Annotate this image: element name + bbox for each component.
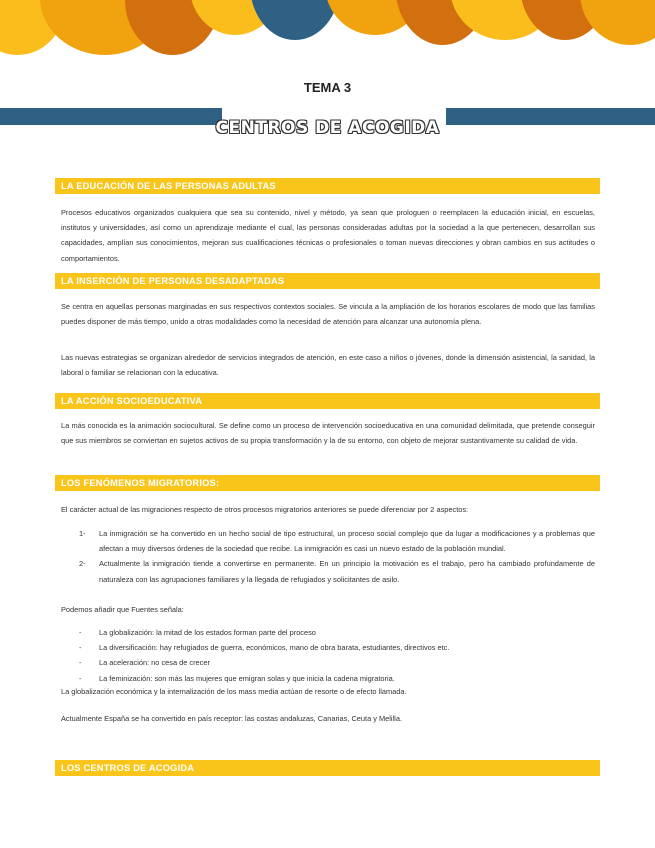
section-heading: LOS FENÓMENOS MIGRATORIOS: (55, 475, 600, 491)
list-item-text: La feminización: son más las mujeres que emigran solas y que inicia la cadena migratoria. (99, 673, 395, 683)
page-title: CENTROS DE ACOGIDA (215, 118, 440, 138)
bullet-list (61, 625, 595, 686)
list-item (61, 655, 595, 670)
section-heading: LA ACCIÓN SOCIOEDUCATIVA (55, 393, 600, 409)
section-heading: LOS CENTROS DE ACOGIDA (55, 760, 600, 776)
paragraph: Las nuevas estrategias se organizan alrededor de servicios integrados de atención, en este caso a niños o jóvenes, donde la dimensión asistencial, la sanidad, la laboral o familiar se relacionan con la educativa. (61, 353, 595, 378)
blob-decoration (580, 0, 655, 45)
list-item (61, 526, 595, 556)
paragraph: La más conocida es la animación sociocultural. Se define como un proceso de intervención socioeducativa en una comunidad delimitada, que pretende conseguir que sus miembros se conviertan en sujetos activos de su propia transformación y la de su entorno, con objeto de mejorar sustantivamente su calidad de vida. (61, 421, 595, 446)
section-heading: LA INSERCIÓN DE PERSONAS DESADAPTADAS (55, 273, 600, 289)
list-item (61, 625, 595, 640)
section-heading: LA EDUCACIÓN DE LAS PERSONAS ADULTAS (55, 178, 600, 194)
topic-number: TEMA 3 (303, 80, 352, 95)
paragraph: Se centra en aquellas personas marginadas en sus respectivos contextos sociales. Se vincula a la ampliación de los horarios escolares de modo que las familias puedes disponer de más tiempo, unido a otras modalidades como la necesidad de atención para alcanzar una autonomía plena. (61, 302, 595, 327)
list-item (61, 640, 595, 655)
blob-decoration (250, 0, 340, 40)
paragraph: Podemos añadir que Fuentes señala: (61, 605, 184, 614)
list-item-text: La globalización: la mitad de los estados forman parte del proceso (99, 628, 316, 637)
list-item-text: La inmigración se ha convertido en un hecho social de tipo estructural, un proceso social complejo que da lugar a modificaciones y a problemas que afectan a muy diversos órdenes de la sociedad que recibe. La inmigración es casi un nuevo estado de la población mundial. (99, 529, 595, 554)
list-item (61, 556, 595, 586)
list-item-text: Actualmente la inmigración tiende a convertirse en permanente. En un principio la motivación es el trabajo, pero ha cambiado profundamente de naturaleza con las agrupaciones familiares y la llegada de refugiados y solicitantes de asilo. (99, 559, 595, 584)
list-marker: 1- (79, 529, 86, 538)
numbered-list (61, 526, 595, 587)
paragraph: Actualmente España se ha convertido en país receptor: las costas andaluzas, Canarias, Ceuta y Melilla. (61, 714, 402, 723)
list-item-text: La diversificación: hay refugiados de guerra, económicos, mano de obra barata, estudiantes, directivos etc. (99, 643, 450, 653)
list-marker: - (79, 643, 82, 653)
list-marker: - (79, 628, 82, 637)
paragraph: La globalización económica y la internalización de los mass media actúan de resorte o de efecto llamada. (61, 687, 407, 696)
list-marker: - (79, 673, 82, 683)
list-marker: - (79, 658, 82, 668)
list-item-text: La aceleración: no cesa de crecer (99, 658, 210, 668)
list-marker: 2- (79, 559, 86, 569)
paragraph: Procesos educativos organizados cualquiera que sea su contenido, nivel y método, ya sean que prologuen o reemplacen la educación inicial, en escuelas, institutos y universidades, así como un aprendizaje mediante el cual, las personas consideradas adultas por la sociedad a la que pertenecen, desarrollan sus capacidades, amplían sus conocimientos, mejoran sus cualificaciones técnicas o profesionales o toman nuevas direcciones y obran cambios en sus actitudes o comportamientos. (61, 208, 595, 263)
paragraph: El carácter actual de las migraciones respecto de otros procesos migratorios anteriores se puede diferenciar por 2 aspectos: (61, 505, 469, 514)
